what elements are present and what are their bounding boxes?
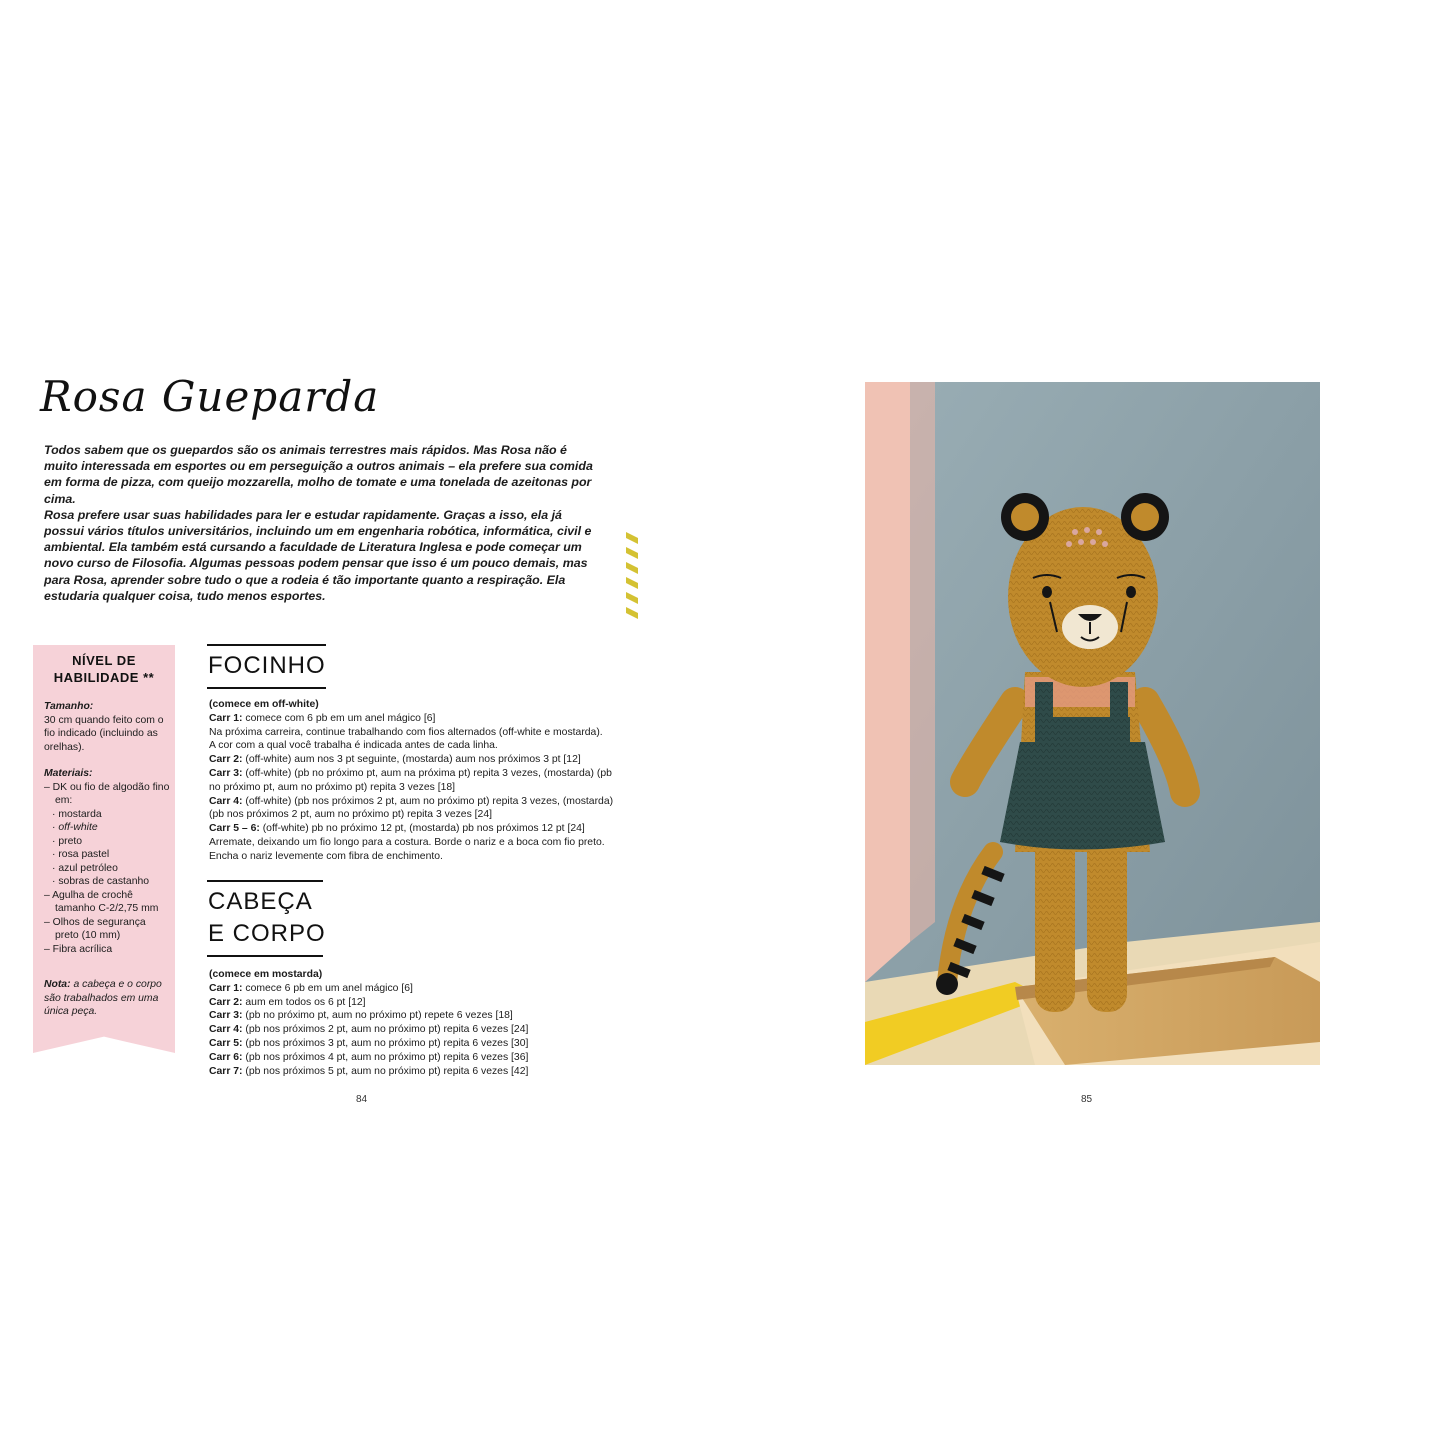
row-label: Carr 1: <box>209 712 243 724</box>
row-text: (off-white) aum nos 3 pt seguinte, (mostarda) aum nos próximos 3 pt [12] <box>242 754 581 766</box>
row-text: (pb nos próximos 2 pt, aum no próximo pt) repita 6 vezes [24] <box>242 1024 529 1036</box>
row-label: Carr 6: <box>209 1051 243 1063</box>
note-label: Nota: <box>44 979 71 990</box>
instruction-line <box>209 1023 689 1037</box>
section-title-cabeca <box>208 886 326 950</box>
section-rule <box>207 955 323 957</box>
size-block <box>44 700 170 754</box>
row-text: comece 6 pb em um anel mágico [6] <box>242 982 413 994</box>
instruction-line <box>209 808 689 822</box>
instruction-line <box>209 739 689 753</box>
cabeca-instructions <box>209 968 689 1078</box>
row-label: Carr 4: <box>209 795 243 807</box>
instruction-line <box>209 822 689 836</box>
row-label: Carr 2: <box>209 754 243 766</box>
page-number-left: 84 <box>356 1094 368 1105</box>
page-number-right: 85 <box>1081 1094 1093 1105</box>
row-text: (off-white) pb no próximo 12 pt, (mostarda) pb nos próximos 12 pt [24] <box>259 823 585 835</box>
instruction-line <box>209 795 689 809</box>
instruction-line <box>209 836 689 850</box>
instruction-line <box>209 781 689 795</box>
material-item: · rosa pastel <box>52 849 110 860</box>
row-label: Carr 3: <box>209 767 243 779</box>
instruction-line <box>209 982 689 996</box>
row-text: (pb nos próximos 4 pt, aum no próximo pt) repita 6 vezes [36] <box>242 1051 529 1063</box>
row-text: Encha o nariz levemente com fibra de enchimento. <box>209 850 443 862</box>
intro-paragraph-1: Todos sabem que os guepardos são os animais terrestres mais rápidos. Mas Rosa não é muito interessada em esportes ou em perseguição a outros animais – ela prefere sua comida em forma de pizza, com queijo mozzarella, molho de tomate e uma tonelada de azeitonas por cima. <box>44 443 593 506</box>
row-label: Carr 2: <box>209 996 243 1008</box>
note-text: a cabeça e o corpo são trabalhados em uma única peça. <box>44 979 162 1017</box>
instruction-line <box>209 1051 689 1065</box>
row-text: (off-white) (pb no próximo pt, aum na próxima pt) repita 3 vezes, (mostarda) (pb <box>242 767 612 779</box>
row-text: comece com 6 pb em um anel mágico [6] <box>242 712 436 724</box>
focinho-instructions <box>209 698 689 864</box>
instruction-line <box>209 1065 689 1079</box>
material-item: · mostarda <box>52 808 102 820</box>
size-label: Tamanho: <box>44 701 94 712</box>
instruction-line <box>209 996 689 1010</box>
page-title: Rosa Gueparda <box>40 372 380 421</box>
material-item: – DK ou fio de algodão fino em: <box>44 781 170 806</box>
cheetah-doll-photo <box>865 382 1320 1065</box>
size-text: 30 cm quando feito com o fio indicado (incluindo as orelhas). <box>44 714 164 753</box>
row-label: Carr 5 – 6: <box>209 823 260 835</box>
materials-label: Materiais: <box>44 768 93 779</box>
skill-heading-line: NÍVEL DE <box>72 653 136 668</box>
cabeca-start: (comece em mostarda) <box>209 969 323 980</box>
row-label: Carr 1: <box>209 982 243 994</box>
instruction-line <box>209 712 689 726</box>
skill-level-heading <box>40 652 168 686</box>
section-rule <box>207 880 323 882</box>
row-text: Arremate, deixando um fio longo para a costura. Borde o nariz e a boca com fio preto. <box>209 836 605 848</box>
material-item: · preto <box>52 835 83 847</box>
section-rule <box>207 687 326 689</box>
row-text: (pb nos próximos 3 pt, aum no próximo pt) repita 6 vezes [30] <box>242 1037 529 1049</box>
decorative-stripes <box>622 532 642 620</box>
intro-paragraph-2: Rosa prefere usar suas habilidades para ler e estudar rapidamente. Graças a isso, ela já possui vários títulos universitários, incluindo um em engenharia robótica, informática, civil e ambiental. Ela também está cursando a faculdade de Literatura Inglesa e pode começar um novo curso de Filosofia. Algumas pessoas podem pensar que isso é um pouco demais, mas para Rosa, aprender sobre tudo o que a rodeia é tão importante quanto a respiração. Ela estudaria qualquer coisa, tudo menos esportes. <box>44 507 592 603</box>
row-text: (pb nos próximos 5 pt, aum no próximo pt) repita 6 vezes [42] <box>242 1065 529 1077</box>
section-title-line: E CORPO <box>208 920 326 947</box>
materials-block <box>44 767 170 956</box>
instruction-line <box>209 767 689 781</box>
instruction-line <box>209 1009 689 1023</box>
instruction-line <box>209 850 689 864</box>
intro-text <box>44 442 604 604</box>
material-item: · azul petróleo <box>52 862 118 874</box>
material-item: – Olhos de segurança preto (10 mm) <box>44 916 146 941</box>
material-item: – Fibra acrílica <box>44 943 113 955</box>
row-text: aum em todos os 6 pt [12] <box>242 996 366 1008</box>
row-text: (pb nos próximos 2 pt, aum no próximo pt) repita 3 vezes [24] <box>209 809 492 821</box>
instruction-line <box>209 1037 689 1051</box>
row-text: A cor com a qual você trabalha é indicada antes de cada linha. <box>209 740 498 752</box>
row-label: Carr 3: <box>209 1010 243 1022</box>
instruction-line <box>209 753 689 767</box>
row-text: no próximo pt, aum no próximo pt) repita 3 vezes [18] <box>209 781 456 793</box>
note-block <box>44 978 166 1019</box>
row-text: (off-white) (pb nos próximos 2 pt, aum no próximo pt) repita 3 vezes, (mostarda) <box>242 795 614 807</box>
row-label: Carr 4: <box>209 1024 243 1036</box>
material-item: · sobras de castanho <box>52 876 150 887</box>
material-item: – Agulha de crochê tamanho C-2/2,75 mm <box>44 889 159 914</box>
skill-heading-line: HABILIDADE ** <box>53 670 155 685</box>
material-item: · off-white <box>52 822 98 833</box>
instruction-line <box>209 726 689 740</box>
row-text: Na próxima carreira, continue trabalhando com fios alternados (off-white e mostarda). <box>209 726 603 738</box>
focinho-start: (comece em off-white) <box>209 699 319 710</box>
row-text: (pb no próximo pt, aum no próximo pt) repete 6 vezes [18] <box>242 1010 513 1022</box>
section-title-focinho: FOCINHO <box>208 652 326 679</box>
section-title-line: CABEÇA <box>208 888 313 915</box>
section-rule <box>207 644 326 646</box>
row-label: Carr 7: <box>209 1065 243 1077</box>
row-label: Carr 5: <box>209 1037 243 1049</box>
